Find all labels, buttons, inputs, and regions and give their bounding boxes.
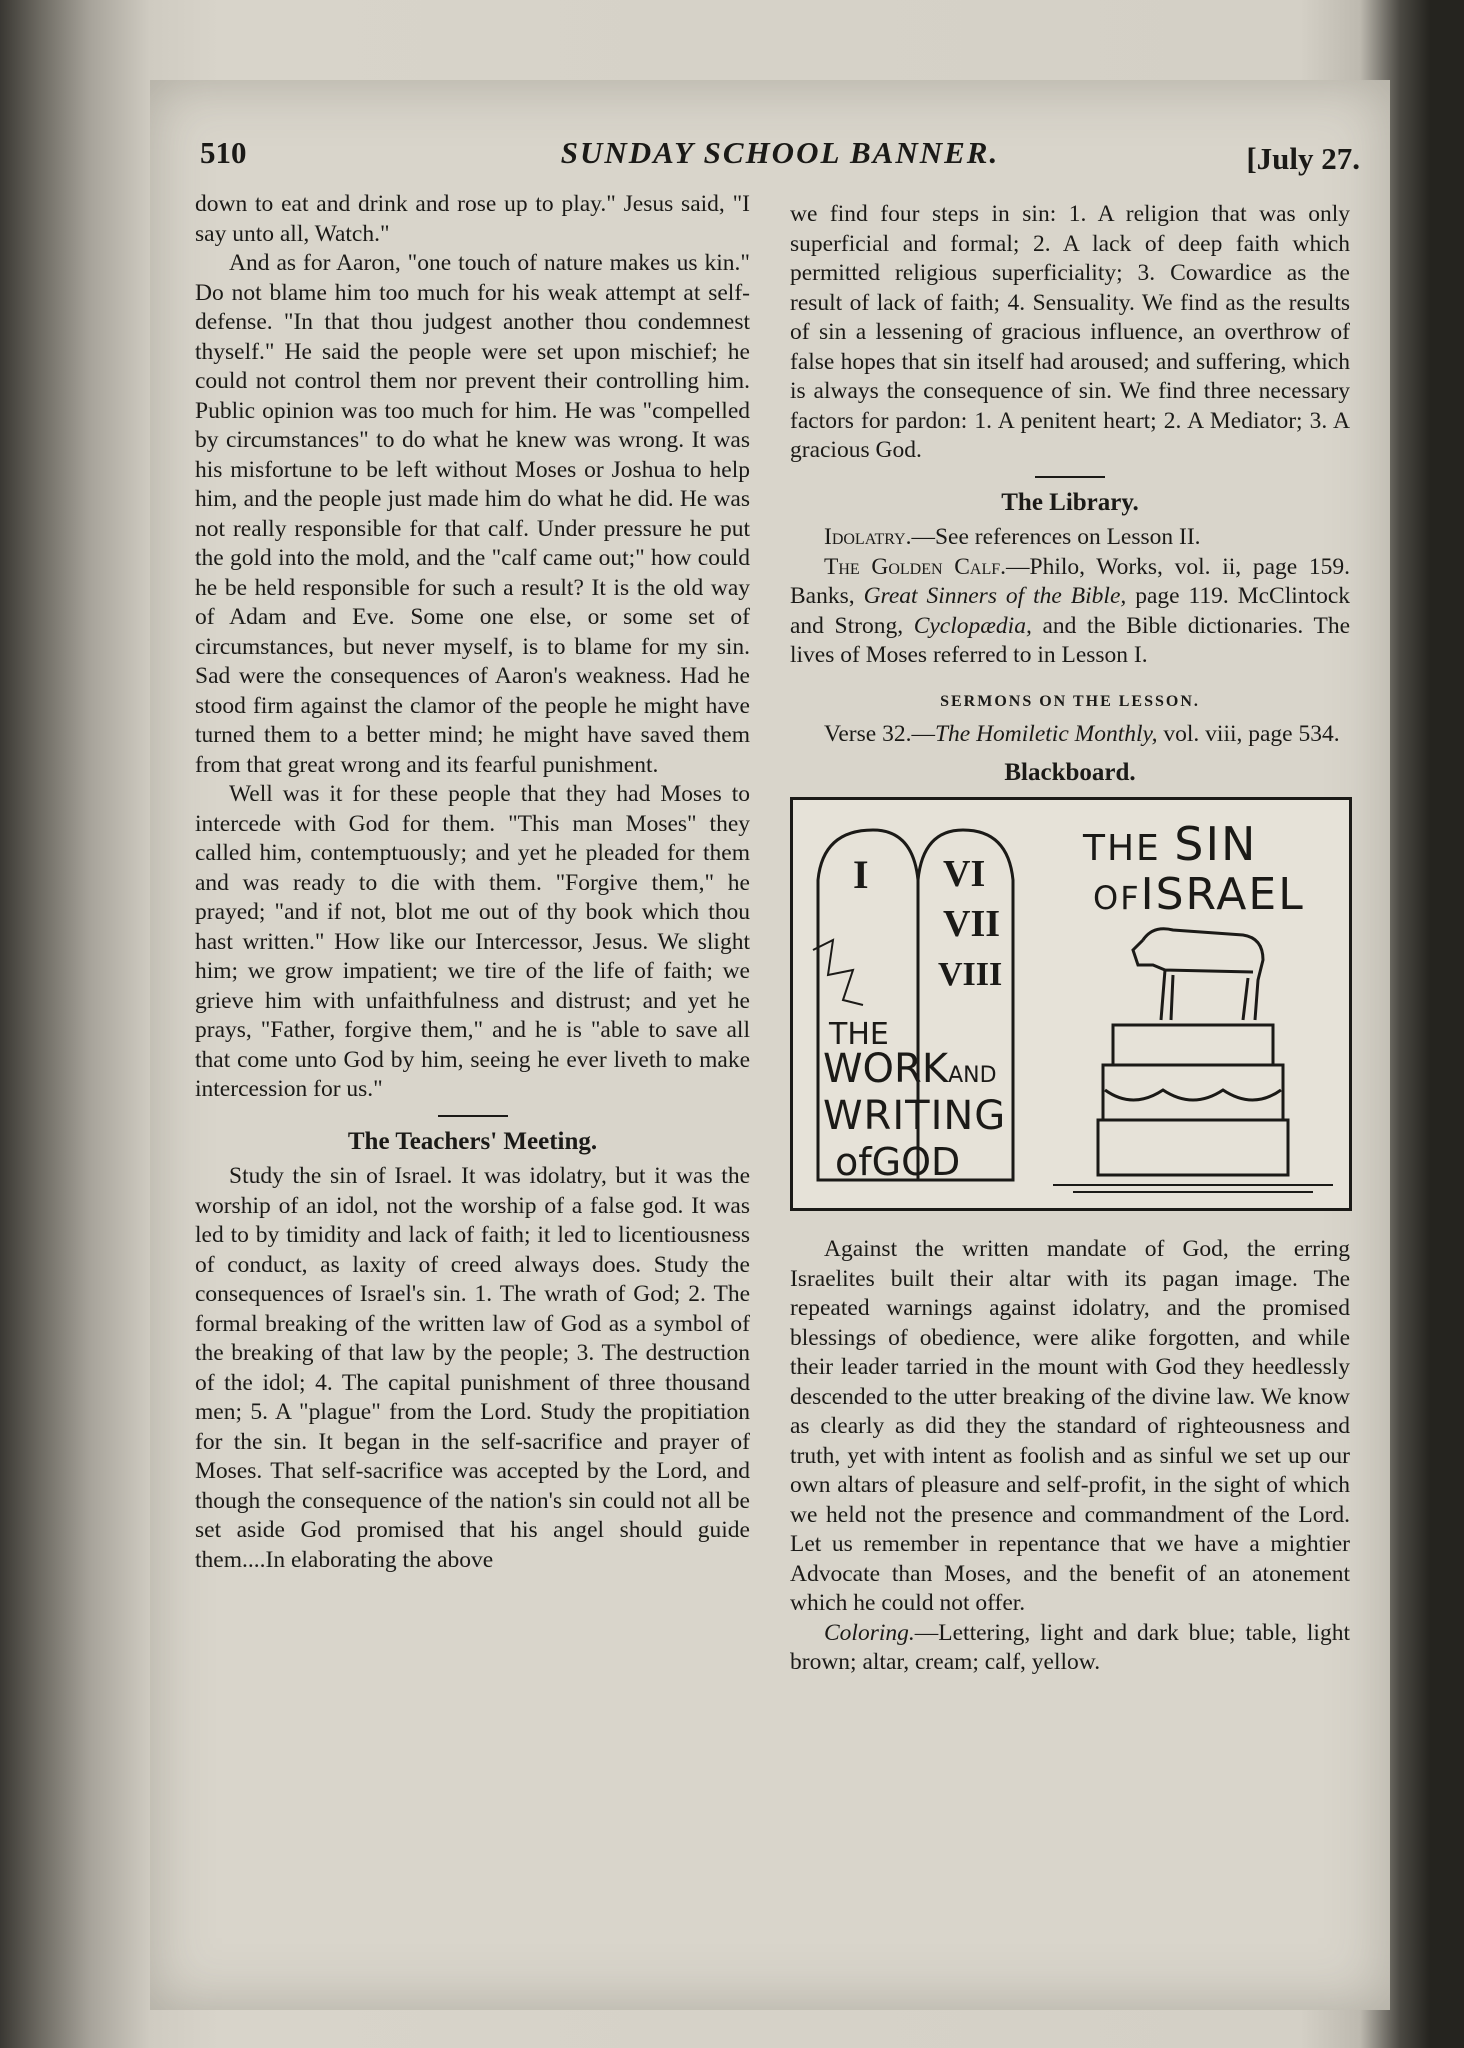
- tablet-broken-edge: [813, 940, 863, 1005]
- library-entry-golden-calf: [790, 553, 1350, 671]
- divider: [438, 1115, 508, 1117]
- issue-date: [July 27.: [1246, 141, 1360, 176]
- tablet-text-writing: WRITING: [823, 1093, 1007, 1139]
- board-text-sin: SIN: [1174, 817, 1258, 871]
- library-heading: The Library.: [1001, 488, 1139, 516]
- paragraph: down to eat and drink and rose up to play." Jesus said, "I say unto all, Watch.": [195, 191, 750, 247]
- library-text: —Philo, Works, vol. ii, page 159. Banks,: [790, 553, 1350, 609]
- paragraph: we find four steps in sin: 1. A religion that was only superficial and formal; 2. A lack of deep faith which permitted religious superficiality; 3. Cowardice as the result of lack of faith; 4. Sensuality. We find as the results of sin a lessening of gracious influence, an overthrow of false hopes that sin itself had aroused; and suffering, which is always the consequence of sin. We find three necessary factors for pardon: 1. A penitent heart; 2. A Mediator; 3. A gracious God.: [790, 201, 1350, 463]
- tablet-text-work: [823, 1046, 997, 1092]
- library-text: page 119. McClintock and Strong,: [790, 583, 1350, 639]
- coloring-text: —Lettering, light and dark blue; table, light brown; altar, cream; calf, yellow.: [790, 1619, 1350, 1675]
- altar-base: [1098, 1120, 1288, 1175]
- paragraph: Well was it for these people that they had Moses to intercede with God for them. "This man Moses" they called him, contemptuously; and yet he pleaded for them and was ready to die with them. "Forgive them," he prayed; "and if not, blot me out of thy book which thou hast written." How like our Intercessor, Jesus. We slight him; we grow impatient; we tire of the life of faith; we grieve him with unfaithfulness and distrust; and yet he prays, "Father, forgive them," and he is "able to save all that come unto God by him, seeing he ever liveth to make intercession for us.": [195, 781, 750, 1102]
- altar-garland: [1105, 1090, 1281, 1100]
- altar-ground: [1053, 1185, 1333, 1192]
- commandment-numeral: VI: [943, 853, 986, 895]
- board-text-god: GOD: [871, 1140, 961, 1184]
- board-text-of-small: of: [835, 1140, 872, 1184]
- paragraph: And as for Aaron, "one touch of nature makes us kin." Do not blame him too much for his weak attempt at self-defense. "In that thou judgest another thou condemnest thyself." He said the people were set upon mischief; he could not control them nor prevent their controlling him. Public opinion was too much for him. He was "compelled by circumstances" to do what he knew was wrong. It was his misfortune to be left without Moses or Joshua to help him, and the people just made him do what he did. He was not really responsible for that calf. Under pressure he put the gold into the mold, and the "calf came out;" how could he be held responsible for such a result? It is the old way of Adam and Eve. Some one else, or some set of circumstances, but never myself, is to blame for my sin. Sad were the consequences of Aaron's weakness. Had he stood firm against the clamor of the people he might have turned them to a better mind; he might have saved them from that great wrong and its fearful punishment.: [195, 250, 750, 778]
- tablet-text-the: THE: [829, 1017, 889, 1052]
- tablet-text-god: [835, 1140, 961, 1184]
- left-column: [195, 190, 750, 1575]
- sermons-heading: SERMONS ON THE LESSON.: [940, 692, 1200, 710]
- commandment-numeral: VIII: [938, 956, 1003, 993]
- library-text: and the Bible dictionaries. The lives of Moses referred to in Lesson I.: [790, 612, 1351, 668]
- board-text-work: WORK: [823, 1046, 949, 1092]
- library-label: The Golden Calf.: [824, 553, 1007, 580]
- book-title: Cyclopædia,: [913, 612, 1032, 639]
- commandment-numeral: I: [853, 852, 869, 897]
- library-entry-idolatry: [790, 523, 1350, 553]
- sermon-entry: [790, 720, 1350, 750]
- page-header: [200, 135, 1360, 185]
- altar-top: [1113, 1025, 1273, 1065]
- board-text-and: AND: [948, 1063, 997, 1088]
- periodical-title: The Homiletic Monthly,: [934, 721, 1158, 747]
- sermon-text: Verse 32.—: [824, 721, 935, 747]
- running-title: SUNDAY SCHOOL BANNER.: [560, 135, 1000, 170]
- board-text-israel: ISRAEL: [1140, 869, 1305, 920]
- page-number: 510: [200, 135, 247, 170]
- sermon-text: vol. viii, page 534.: [1157, 721, 1340, 747]
- library-text: —See references on Lesson II.: [911, 524, 1201, 550]
- book-title: Great Sinners of the Bible,: [863, 583, 1127, 609]
- golden-calf-icon: [1133, 929, 1263, 1020]
- page: [150, 80, 1390, 2010]
- board-text-of: OF: [1093, 879, 1141, 917]
- blackboard-heading: Blackboard.: [1004, 758, 1136, 786]
- board-text-the: THE: [1083, 828, 1161, 869]
- blackboard-title-line1: [1083, 817, 1258, 871]
- paragraph: Study the sin of Israel. It was idolatry, but it was the worship of an idol, not the worship of a false god. It was led to by timidity and lack of faith; it led to licentiousness of conduct, as laxity of creed always does. Study the consequences of Israel's sin. 1. The wrath of God; 2. The formal breaking of the written law of God as a symbol of the breaking of that law by the people; 3. The destruction of the idol; 4. The capital punishment of three thousand men; 5. A "plague" from the Lord. Study the propitiation for the sin. It began in the self-sacrifice and prayer of Moses. That self-sacrifice was accepted by the Lord, and though the consequence of the nation's sin could not all be set aside God promised that his angel should guide them....In elaborating the above: [195, 1163, 750, 1573]
- coloring-label: Coloring.: [824, 1619, 915, 1646]
- right-column: [790, 200, 1350, 1678]
- divider: [1035, 476, 1105, 478]
- commandment-numeral: VII: [943, 903, 1001, 945]
- blackboard-illustration: [790, 797, 1352, 1211]
- altar-middle: [1103, 1065, 1283, 1120]
- paragraph: Against the written mandate of God, the erring Israelites built their altar with its pagan image. The repeated warnings against idolatry, and the promised blessings of obedience, were alike forgotten, and while their leader tarried in the mount with God they heedlessly descended to the utter breaking of the divine law. We know as clearly as did they the standard of righteousness and truth, yet with intent as foolish and as sinful we set up our own altars of pleasure and self-profit, in the sight of which we held not the presence and commandment of the Lord. Let us remember in repentance that we have a mightier Advocate than Moses, and the benefit of an atonement which he could not offer.: [790, 1236, 1350, 1616]
- blackboard-title-line2: [1093, 869, 1305, 920]
- library-label: Idolatry.: [824, 524, 912, 550]
- teachers-meeting-heading: The Teachers' Meeting.: [347, 1127, 598, 1155]
- coloring-note: [790, 1619, 1350, 1678]
